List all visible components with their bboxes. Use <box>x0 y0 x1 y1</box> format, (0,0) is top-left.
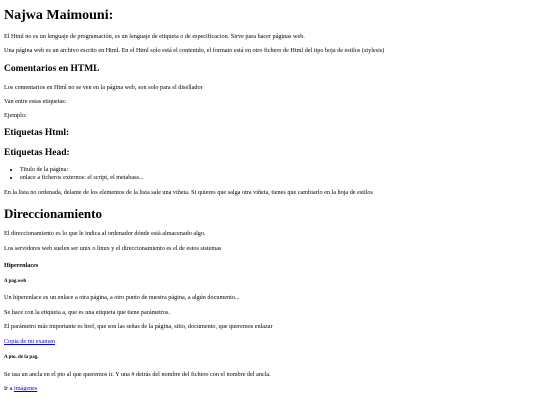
page-title: Najwa Maimouni: <box>4 8 114 23</box>
hiperenlaces-line-1: Un hiperenlace es un enlace a otra página, a otro punto de nuestra página, a algún documento... <box>4 294 240 301</box>
ir-a-row <box>4 385 37 393</box>
direccionamiento-heading: Direccionamiento <box>4 206 102 221</box>
copia-examen-link[interactable]: Copia de mi examen <box>4 338 56 345</box>
comentarios-line-2: Van entre estas etiquetas: <box>4 98 67 105</box>
etiquetas-head-list <box>4 166 144 182</box>
etiquetas-html-heading: Etiquetas Html: <box>4 128 70 138</box>
comentarios-line-1: Los comentarios en Html no se ven en la página web, son solo para el disellador <box>4 84 203 91</box>
comentarios-heading: Comentarios en HTML <box>4 64 100 74</box>
list-item: • Titulo de la página: <box>20 166 144 174</box>
etiquetas-head-note: En la lista no ordenada, delante de los elementos de la lista sale una viñeta. Si quieres que salga otra viñeta, tienes que cambiarlo en la hoja de estilos <box>4 189 373 196</box>
copia-examen-row <box>4 338 55 346</box>
hiperenlaces-line-2: Se hace con la etiqueta a, que es una etiqueta que tiene parámetros. <box>4 309 170 316</box>
hiperenlaces-subheading-pagweb: A pag.web <box>4 279 27 284</box>
direccionamiento-line-1: El direccionamiento es lo que le indica al ordenador dónde está almacenado algo. <box>4 230 206 237</box>
intro-paragraph-2: Una página web es un archivo escrito en Html. En el Html solo está el contenido, el formato está en otro fichero de Html del tipo hoja de estilos (stylesis) <box>4 47 385 54</box>
intro-paragraph-1: El Html no es un lenguaje de programación, es un lenguaje de etiqueta o de especificacion. Sirve para hacer páginas web. <box>4 33 305 40</box>
hiperenlaces-subheading-pto: A pto. de la pag. <box>4 355 39 360</box>
direccionamiento-line-2: Los servidores web suelen ser unix o linux y el direccionamiento es el de estos sistemas <box>4 245 222 252</box>
imagenes-link[interactable]: imágenes <box>13 385 38 392</box>
list-item: • enlace a ficheros externos: el script, el metabass... <box>20 174 144 182</box>
etiquetas-head-heading: Etiquetas Head: <box>4 148 70 158</box>
hiperenlaces-heading: Hiperenlaces <box>4 262 39 269</box>
comentarios-line-3: Ejemplo: <box>4 112 27 119</box>
ancla-line: Se usa un ancla en el pto al que queremos ir. Y una # detrás del nombre del fichero con el nombre del ancla. <box>4 371 271 378</box>
hiperenlaces-line-3: El parámetro más importante es href, que son las señas de la página, sitio, documento, que queremos enlazar <box>4 323 273 330</box>
ir-a-prefix: Ir a <box>4 385 13 392</box>
